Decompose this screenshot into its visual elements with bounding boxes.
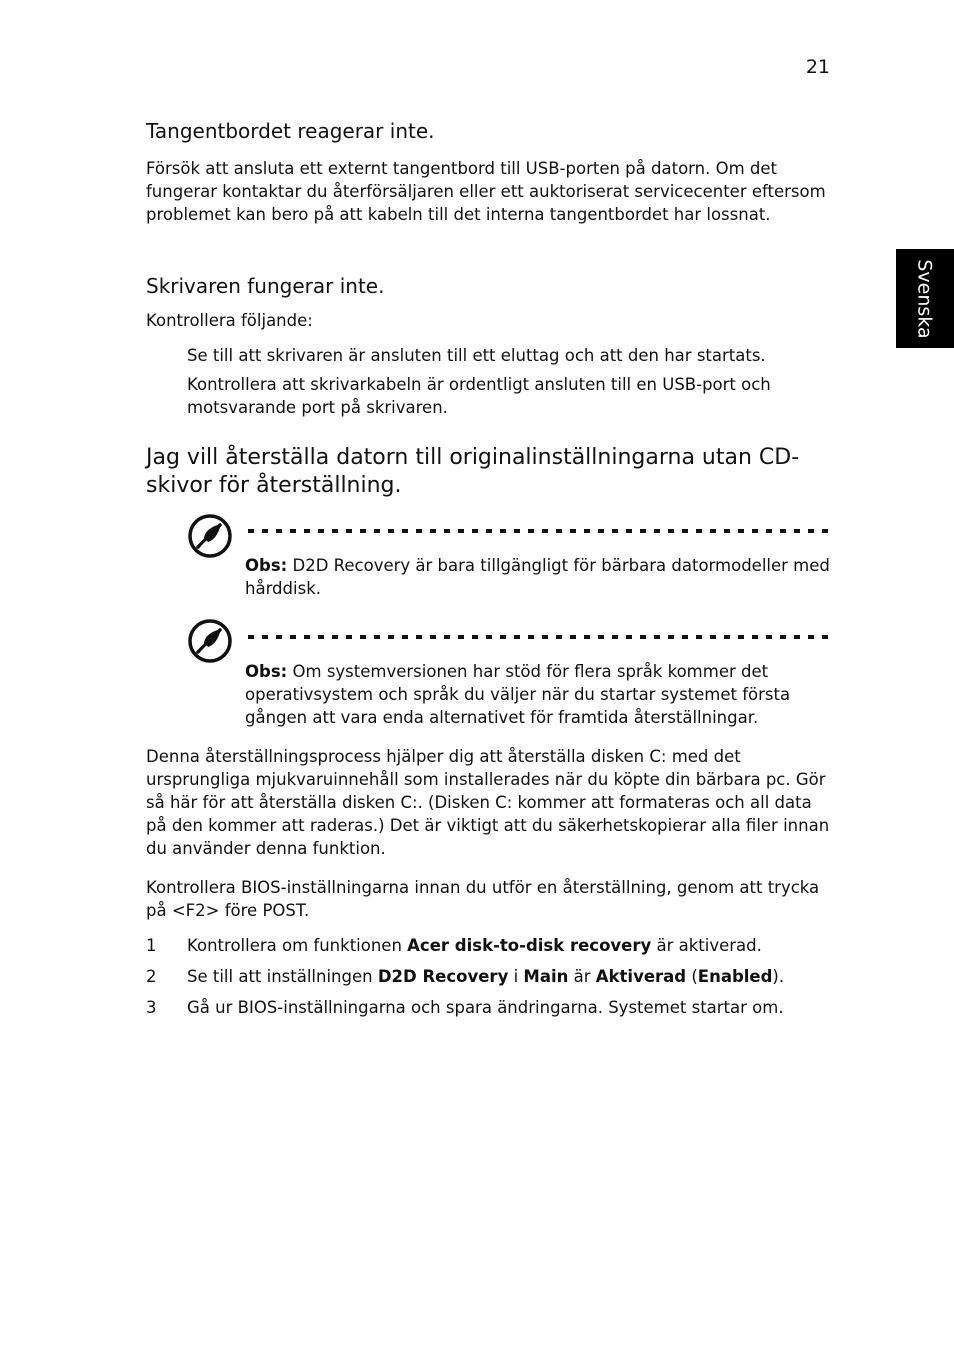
step-2-paren-close: ). bbox=[772, 967, 785, 986]
step-2-bold-activated: Aktiverad bbox=[595, 967, 687, 986]
step-3 bbox=[187, 996, 827, 1019]
printer-heading: Skrivaren fungerar inte. bbox=[146, 274, 385, 298]
page-number: 21 bbox=[805, 56, 830, 78]
step-2-bold-enabled: Enabled bbox=[697, 967, 773, 986]
language-side-tab bbox=[896, 249, 954, 348]
printer-item-2: Kontrollera att skrivarkabeln är ordentligt ansluten till en USB-port och motsvarande port på skrivaren. bbox=[187, 375, 771, 417]
note-icon bbox=[187, 618, 233, 664]
para2-text-after: före POST. bbox=[219, 901, 310, 920]
step-number: 2 bbox=[146, 967, 157, 986]
step-number: 3 bbox=[146, 998, 157, 1017]
keyboard-body: Försök att ansluta ett externt tangentbord till USB-porten på datorn. Om det fungerar kontaktar du återförsäljaren eller ett auktoriserat servicecenter eftersom problemet kan bero på att kabeln till det interna tangentbordet har lossnat. bbox=[146, 159, 826, 224]
step-1-text: Kontrollera om funktionen bbox=[187, 936, 408, 955]
note-divider bbox=[246, 634, 832, 640]
note-1-label: Obs: bbox=[245, 556, 288, 575]
step-2-text-is: är bbox=[568, 967, 596, 986]
step-2-text-in: i bbox=[508, 967, 524, 986]
note-1-text bbox=[245, 554, 835, 600]
keyboard-heading: Tangentbordet reagerar inte. bbox=[146, 119, 435, 143]
step-1-text-end: är aktiverad. bbox=[651, 936, 762, 955]
note-1-body: D2D Recovery är bara tillgängligt för bärbara datormodeller med hårddisk. bbox=[245, 556, 830, 598]
step-2-bold-setting: D2D Recovery bbox=[377, 967, 509, 986]
step-1-bold: Acer disk-to-disk recovery bbox=[407, 936, 652, 955]
restore-paragraph-2 bbox=[146, 876, 836, 922]
note-divider bbox=[246, 528, 832, 534]
note-2-label: Obs: bbox=[245, 662, 288, 681]
step-2-bold-main: Main bbox=[523, 967, 569, 986]
step-2 bbox=[187, 965, 827, 988]
printer-intro: Kontrollera följande: bbox=[146, 311, 313, 330]
note-2-text bbox=[245, 660, 835, 729]
para2-text-before: Kontrollera BIOS-inställningarna innan du utför en återställning, genom att trycka på bbox=[146, 878, 820, 920]
step-2-paren-open: ( bbox=[686, 967, 698, 986]
step-1 bbox=[187, 934, 827, 957]
note-2-body: Om systemversionen har stöd för flera språk kommer det operativsystem och språk du väljer när du startar systemet första gången att vara enda alternativet för framtida återställningar. bbox=[245, 662, 791, 727]
step-3-text: Gå ur BIOS-inställningarna och spara ändringarna. Systemet startar om. bbox=[187, 998, 784, 1017]
step-2-text: Se till att inställningen bbox=[187, 967, 378, 986]
language-side-tab-label: Svenska bbox=[914, 258, 936, 339]
step-number: 1 bbox=[146, 936, 157, 955]
key-f2: <F2> bbox=[171, 901, 220, 920]
restore-paragraph-1: Denna återställningsprocess hjälper dig att återställa disken C: med det ursprungliga mjukvaruinnehåll som installerades när du köpte din bärbara pc. Gör så här för att återställa disken C:. (Disken C: kommer att formateras och all data på den kommer att raderas.) Det är viktigt att du säkerhetskopierar alla filer innan du använder denna funktion. bbox=[146, 747, 830, 858]
restore-heading: Jag vill återställa datorn till originalinställningarna utan CD-skivor för återställning. bbox=[146, 445, 800, 498]
printer-item-1: Se till att skrivaren är ansluten till ett eluttag och att den har startats. bbox=[187, 346, 766, 365]
note-icon bbox=[187, 513, 233, 559]
